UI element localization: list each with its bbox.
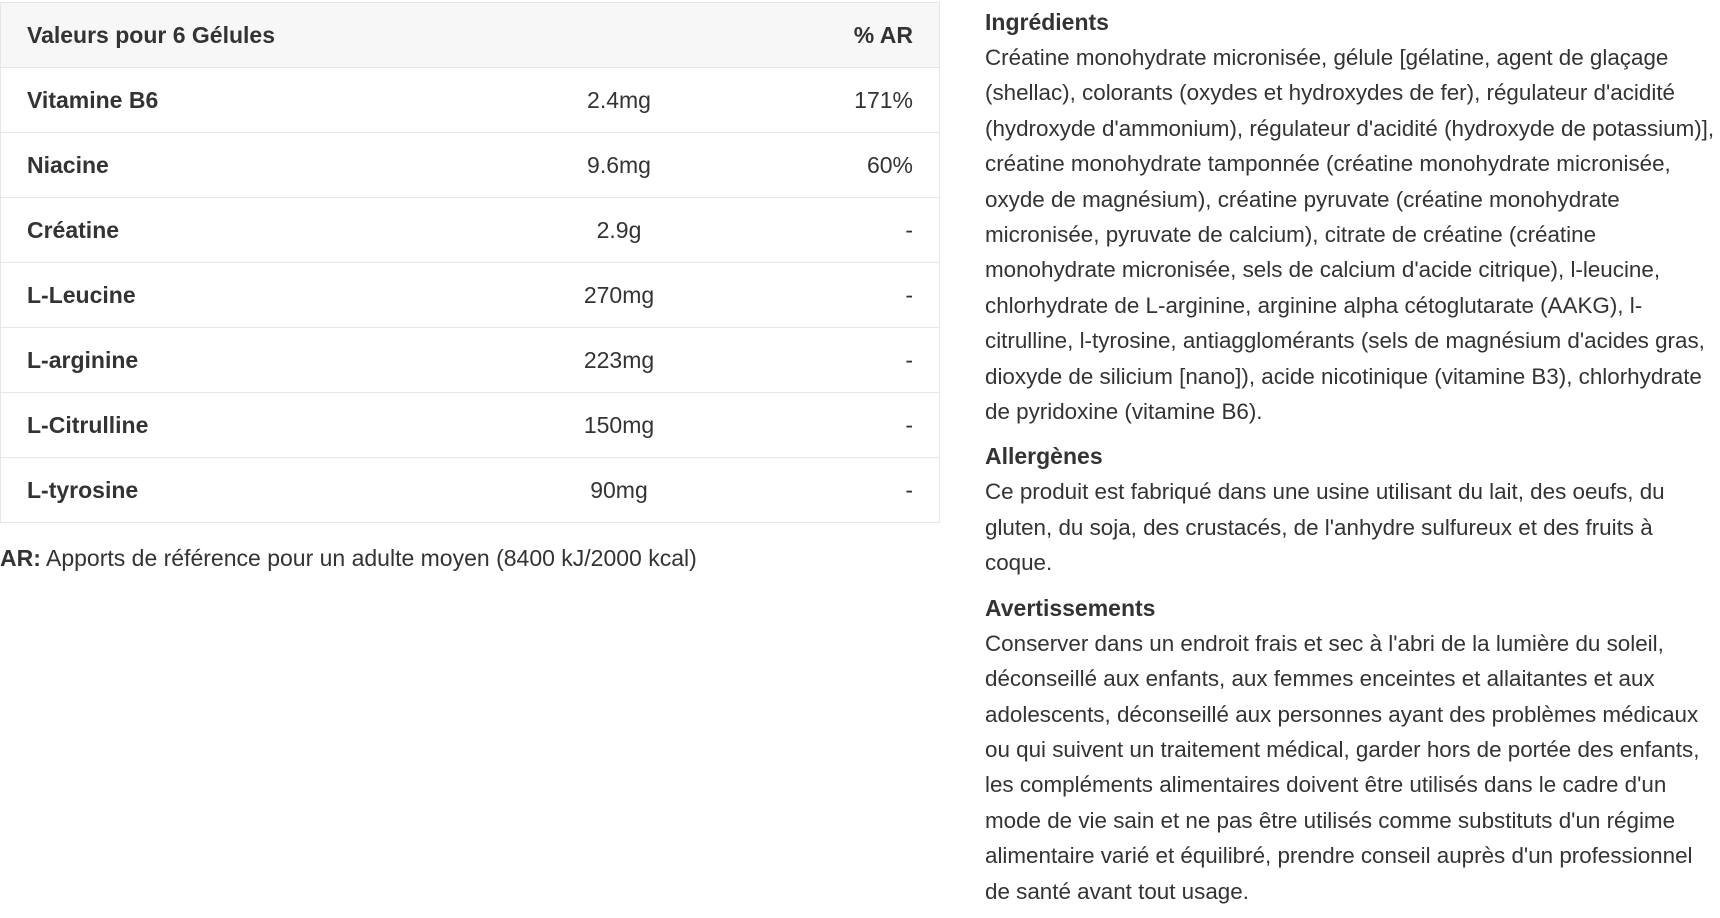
nutrient-ar: 60% (745, 133, 940, 198)
nutrient-ar: - (745, 458, 940, 523)
table-row (1, 393, 940, 458)
table-row (1, 68, 940, 133)
table-row (1, 458, 940, 523)
product-info-panel (985, 4, 1720, 918)
nutrient-ar: - (745, 393, 940, 458)
nutrient-qty: 223mg (493, 328, 745, 393)
nutrient-ar: 171% (745, 68, 940, 133)
warnings-text: Conserver dans un endroit frais et sec à l'abri de la lumière du soleil, déconseillé aux enfants, aux femmes enceintes et allaitantes et aux adolescents, déconseillé aux personnes ayant des problèmes médicaux ou qui suivent un traitement médical, garder hors de portée des enfants, les compléments alimentaires doivent être utilisés dans le cadre d'un mode de vie sain et ne pas être utilisés comme substituts d'un régime alimentaire varié et équilibré, prendre conseil auprès d'un professionnel de santé avant tout usage. (985, 630, 1700, 904)
table-row (1, 263, 940, 328)
header-ar: % AR (745, 3, 940, 68)
nutrient-qty: 150mg (493, 393, 745, 458)
nutrition-panel (0, 2, 942, 572)
table-header-row (1, 3, 940, 68)
allergens-title: Allergènes (985, 443, 1103, 470)
nutrition-table (0, 2, 940, 523)
nutrient-qty: 90mg (493, 458, 745, 523)
ingredients-text: Créatine monohydrate micronisée, gélule [gélatine, agent de glaçage (shellac), colorants (oxydes et hydroxydes de fer), régulateur d'acidité (hydroxyde d'ammonium), régulateur d'acidité (hydroxyde de potassium)], créatine monohydrate tamponnée (créatine monohydrate micronisée, oxyde de magnésium), créatine pyruvate (créatine monohydrate micronisée, pyruvate de calcium), citrate de créatine (créatine monohydrate micronisée, sels de calcium d'acide citrique), l-leucine, chlorhydrate de L-arginine, arginine alpha cétoglutarate (AAKG), l-citrulline, l-tyrosine, antiagglomérants (sels de magnésium d'acides gras, dioxyde de silicium [nano]), acide nicotinique (vitamine B3), chlorhydrate de pyridoxine (vitamine B6). (985, 45, 1715, 425)
footnote-text: Apports de référence pour un adulte moyen (8400 kJ/2000 kcal) (40, 545, 697, 571)
ingredients-section (985, 4, 1720, 429)
reference-intake-footnote (0, 545, 942, 572)
nutrient-ar: - (745, 198, 940, 263)
table-row (1, 133, 940, 198)
allergens-section (985, 438, 1720, 580)
allergens-text: Ce produit est fabriqué dans une usine utilisant du lait, des oeufs, du gluten, du soja, des crustacés, de l'anhydre sulfureux et des fruits à coque. (985, 479, 1665, 576)
warnings-section (985, 590, 1720, 909)
nutrient-name: Vitamine B6 (1, 68, 494, 133)
nutrient-qty: 9.6mg (493, 133, 745, 198)
nutrient-qty: 270mg (493, 263, 745, 328)
table-row (1, 198, 940, 263)
nutrient-qty: 2.9g (493, 198, 745, 263)
nutrient-name: Niacine (1, 133, 494, 198)
footnote-label: AR: (0, 545, 41, 571)
nutrient-name: Créatine (1, 198, 494, 263)
ingredients-title: Ingrédients (985, 9, 1109, 35)
nutrient-name: L-Leucine (1, 263, 494, 328)
warnings-title: Avertissements (985, 594, 1156, 621)
nutrient-name: L-Citrulline (1, 393, 494, 458)
nutrient-ar: - (745, 328, 940, 393)
nutrient-name: L-arginine (1, 328, 494, 393)
header-qty (493, 3, 745, 68)
header-name: Valeurs pour 6 Gélules (1, 3, 494, 68)
nutrient-qty: 2.4mg (493, 68, 745, 133)
table-row (1, 328, 940, 393)
nutrient-name: L-tyrosine (1, 458, 494, 523)
nutrient-ar: - (745, 263, 940, 328)
